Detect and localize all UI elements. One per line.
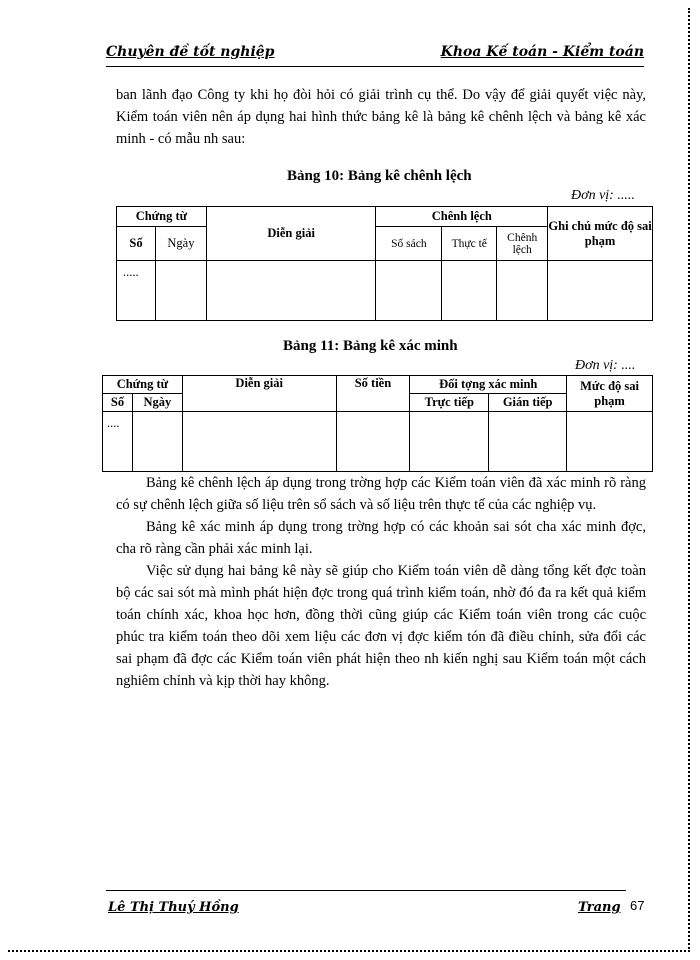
t10-cell xyxy=(548,261,653,321)
t11-cell xyxy=(567,412,653,472)
t10-cell xyxy=(155,261,206,321)
t11-header-so: Số xyxy=(103,394,133,412)
t10-header-so: Số xyxy=(117,227,156,261)
t11-row xyxy=(103,412,653,472)
t10-header-ngay: Ngày xyxy=(155,227,206,261)
t11-cell xyxy=(489,412,567,472)
table10-unit: Đơn vị: ..... xyxy=(571,188,635,203)
t10-header-chenh-lech: Chênh lệch xyxy=(376,207,548,227)
body-paragraph-1: Bảng kê chênh lệch áp dụng trong trờng hợp các Kiểm toán viên đã xác minh rõ ràng có sự chênh lệch giữa số liệu trên sổ sách và số liệu trên thực tế của các nghiệp vụ. xyxy=(116,475,646,513)
intro-text: ban lãnh đạo Công ty khi họ đòi hỏi có giải trình cụ thể. Do vậy để giải quyết việc này, Kiểm toán viên nên áp dụng hai hình thức bảng kê là bảng kê chênh lệch và bảng kê xác minh - có mẫu nh sau: xyxy=(116,87,646,147)
t11-header-dien-giai: Diễn giải xyxy=(182,376,336,412)
footer-page-label: Trang xyxy=(578,900,621,915)
t11-cell-so: .... xyxy=(103,412,133,472)
t11-cell xyxy=(182,412,336,472)
t10-cell-so: ..... xyxy=(117,261,156,321)
t10-row xyxy=(117,261,653,321)
table11-title: Bảng 11: Bảng kê xác minh xyxy=(283,338,458,354)
t10-cell xyxy=(497,261,548,321)
t11-cell xyxy=(132,412,182,472)
table11 xyxy=(102,375,653,472)
t10-header-dien-giai: Diễn giải xyxy=(206,207,376,261)
footer-divider xyxy=(106,890,626,891)
t10-header-thuc-te: Thực tế xyxy=(442,227,497,261)
t11-cell xyxy=(336,412,410,472)
t11-header-so-tien: Số tiền xyxy=(336,376,410,412)
t10-header-ghi-chu: Ghi chú mức độ sai phạm xyxy=(548,207,653,261)
t10-header-chung-tu: Chứng từ xyxy=(117,207,207,227)
table11-unit: Đơn vị: .... xyxy=(575,358,636,373)
body-text xyxy=(116,472,646,692)
t11-header-chung-tu: Chứng từ xyxy=(103,376,183,394)
t11-header-muc-do: Mức độ sai phạm xyxy=(567,376,653,412)
body-paragraph-3: Việc sử dụng hai bảng kê này sẽ giúp cho Kiểm toán viên dễ dàng tổng kết đợc toàn bộ các sai sót mà mình phát hiện đợc trong quá trình kiểm toán, nhờ đó đa ra kết quả kiểm toán chính xác, khoa học hơn, đồng thời cũng giúp các Kiểm toán viên trong các cuộc phúc tra kiểm toán theo dõi xem liệu các đơn vị đợc kiểm tón đã điều chỉnh, sửa đổi các sai phạm đã đợc các Kiểm toán viên phát hiện theo nh kiến nghị sau Kiểm toán một cách nghiêm chỉnh và kịp thời hay không. xyxy=(116,563,646,689)
header-divider xyxy=(106,66,644,67)
body-paragraph-2: Bảng kê xác minh áp dụng trong trờng hợp có các khoản sai sót cha xác minh đợc, cha rõ ràng cần phải xác minh lại. xyxy=(116,519,646,557)
table10 xyxy=(116,206,653,321)
t10-cell xyxy=(376,261,442,321)
page-number: 67 xyxy=(630,898,645,913)
t11-header-gian-tiep: Gián tiếp xyxy=(489,394,567,412)
t11-header-truc-tiep: Trực tiếp xyxy=(410,394,489,412)
table10-title: Bảng 10: Bảng kê chênh lệch xyxy=(287,168,472,184)
t10-header-chenh-lech-sub: Chênh lệch xyxy=(497,227,548,261)
footer-author: Lê Thị Thuý Hồng xyxy=(108,900,239,915)
t10-cell xyxy=(206,261,376,321)
header-left: Chuyên đề tốt nghiệp xyxy=(106,44,275,60)
intro-paragraph xyxy=(116,84,646,150)
t11-cell xyxy=(410,412,489,472)
t11-header-ngay: Ngày xyxy=(132,394,182,412)
t11-header-doi-tuong: Đối tợng xác minh xyxy=(410,376,567,394)
header-right: Khoa Kế toán - Kiểm toán xyxy=(440,44,644,60)
t10-header-so-sach: Sổ sách xyxy=(376,227,442,261)
t10-cell xyxy=(442,261,497,321)
